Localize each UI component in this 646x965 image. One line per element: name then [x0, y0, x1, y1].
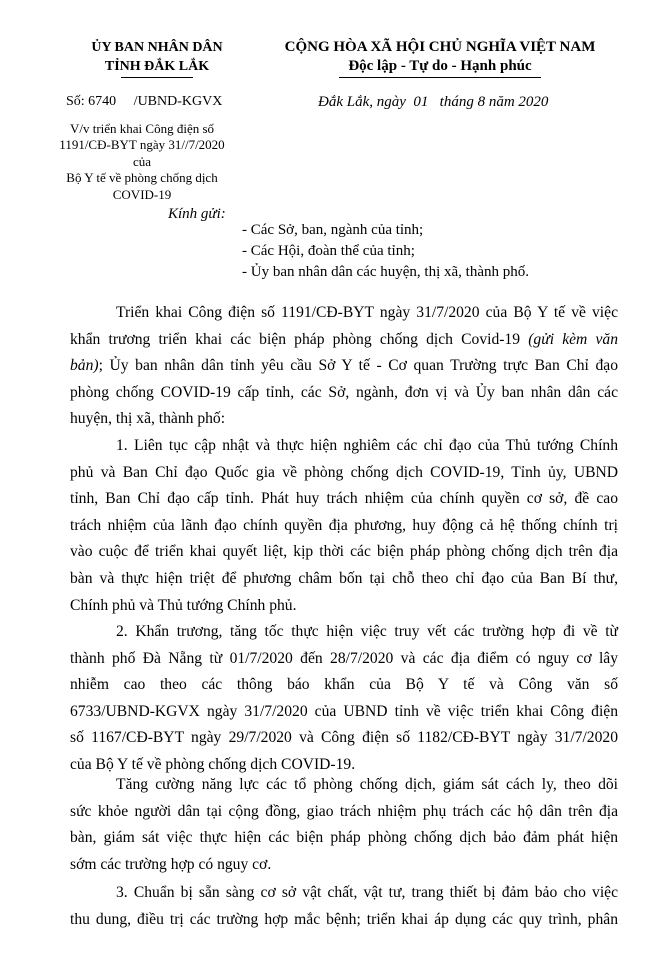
- recipient-item: - Các Hội, đoàn thể của tỉnh;: [242, 243, 415, 259]
- subject-line-4: COVID-19: [112, 186, 172, 202]
- subject-line-1: V/v triển khai Công điện số: [69, 121, 215, 136]
- document-number: Số: 6740 /UBND-KGVX: [66, 94, 223, 109]
- recipient-item: - Các Sở, ban, ngành của tỉnh;: [242, 222, 424, 238]
- paragraph-line: 6733/UBND-KGVX ngày 31/7/2020 của UBND tỉnh về việc triển khai Công điện: [70, 702, 618, 720]
- national-motto: [262, 38, 618, 78]
- nation-line-1: CỘNG HÒA XÃ HỘI CHỦ NGHĨA VIỆT NAM: [284, 39, 596, 55]
- paragraph-line: Chính phủ và Thủ tướng Chính phủ.: [70, 596, 297, 614]
- intro-line: huyện, thị xã, thành phố:: [70, 410, 226, 428]
- paragraph-line: sớm các trường hợp có nguy cơ.: [70, 855, 272, 873]
- paragraph-line: phủ và Ban Chỉ đạo Quốc gia về phòng chống dịch COVID-19, Tỉnh ủy, UBND: [70, 463, 618, 481]
- section-2-paragraph: [70, 619, 618, 779]
- intro-line: Triển khai Công điện số 1191/CĐ-BYT ngày 31/7/2020 của Bộ Y tế về việc: [116, 304, 618, 321]
- paragraph-line: tỉnh, Ban Chỉ đạo cấp tỉnh. Phát huy trách nhiệm của chính quyền cơ sở, đề cao: [70, 490, 618, 508]
- paragraph-line: nhiễm cao theo các thông báo khẩn của Bộ Y tế và Công văn số: [70, 676, 618, 694]
- paragraph-line: 2. Khẩn trương, tăng tốc thực hiện việc truy vết các trường hợp đi về từ: [116, 623, 618, 640]
- paragraph-line: sức khỏe người dân tại cộng đồng, giao trách nhiệm phụ trách các hộ dân trên địa: [70, 802, 618, 820]
- document-date: Đắk Lắk, ngày 01 tháng 8 năm 2020: [318, 94, 549, 110]
- agency-underline: [121, 77, 193, 78]
- paragraph-line: 1. Liên tục cập nhật và thực hiện nghiêm các chỉ đạo của Thủ tướng Chính: [116, 437, 618, 454]
- document-subject: [52, 121, 232, 203]
- subject-line-2: 1191/CĐ-BYT ngày 31//7/2020 của: [59, 137, 225, 169]
- section-3-paragraph: [70, 880, 618, 933]
- paragraph-line: thành phố Đà Nẵng từ 01/7/2020 đến 28/7/2020 và các địa điểm có nguy cơ lây: [70, 649, 618, 667]
- intro-text: khẩn trương triển khai các biện pháp phòng chống dịch Covid-19: [70, 330, 529, 348]
- recipient-item: - Ủy ban nhân dân các huyện, thị xã, thành phố.: [242, 264, 529, 280]
- intro-text: ; Ủy ban nhân dân tỉnh yêu cầu Sở Y tế - Cơ quan Trường trực Ban Chỉ đạo: [98, 357, 618, 375]
- agency-line-2: TỈNH ĐẮK LẮK: [104, 59, 210, 74]
- paragraph-line: bàn, giám sát việc thực hiện các biện pháp phòng chống dịch bảo đảm phát hiện: [70, 829, 618, 847]
- paragraph-line: 3. Chuẩn bị sẵn sàng cơ sở vật chất, vật tư, trang thiết bị đảm bảo cho việc: [116, 884, 618, 901]
- intro-line: [70, 327, 618, 354]
- intro-line: phòng chống COVID-19 cấp tỉnh, các Sở, ngành, đơn vị và Ủy ban nhân dân các: [70, 383, 618, 401]
- recipients-label: Kính gửi:: [168, 206, 226, 222]
- paragraph-line: trách nhiệm của lãnh đạo chính quyền địa phương, huy động cả hệ thống chính trị: [70, 516, 618, 534]
- intro-line: [70, 353, 618, 380]
- paragraph-line: số 1167/CĐ-BYT ngày 29/7/2020 và Công điện số 1182/CĐ-BYT ngày 31/7/2020: [70, 729, 618, 747]
- paragraph-line: thu dung, điều trị các trường hợp mắc bệnh; triển khai áp dụng các quy trình, phân: [70, 910, 618, 928]
- paragraph-line: bàn và thực hiện triệt để phương châm bốn tại chỗ theo chỉ đạo của Ban Bí thư,: [70, 569, 618, 587]
- attachment-note: (gửi kèm văn: [528, 330, 618, 348]
- paragraph-line: của Bộ Y tế về phòng chống dịch COVID-19.: [70, 755, 356, 773]
- section-2-followup-paragraph: [70, 772, 618, 878]
- intro-paragraph: [70, 300, 618, 433]
- paragraph-line: Tăng cường năng lực các tổ phòng chống dịch, giám sát cách ly, theo dõi: [116, 776, 618, 793]
- attachment-note: bản): [70, 357, 99, 375]
- paragraph-line: vào cuộc để triển khai quyết liệt, kịp thời các biện pháp phòng chống dịch trên địa: [70, 543, 618, 561]
- motto-underline: [339, 77, 541, 78]
- agency-line-1: ỦY BAN NHÂN DÂN: [91, 40, 223, 55]
- section-1-paragraph: [70, 433, 618, 619]
- issuing-agency: [72, 38, 242, 78]
- subject-line-3: Bộ Y tế về phòng chống dịch: [66, 170, 218, 186]
- nation-line-2: Độc lập - Tự do - Hạnh phúc: [348, 58, 532, 74]
